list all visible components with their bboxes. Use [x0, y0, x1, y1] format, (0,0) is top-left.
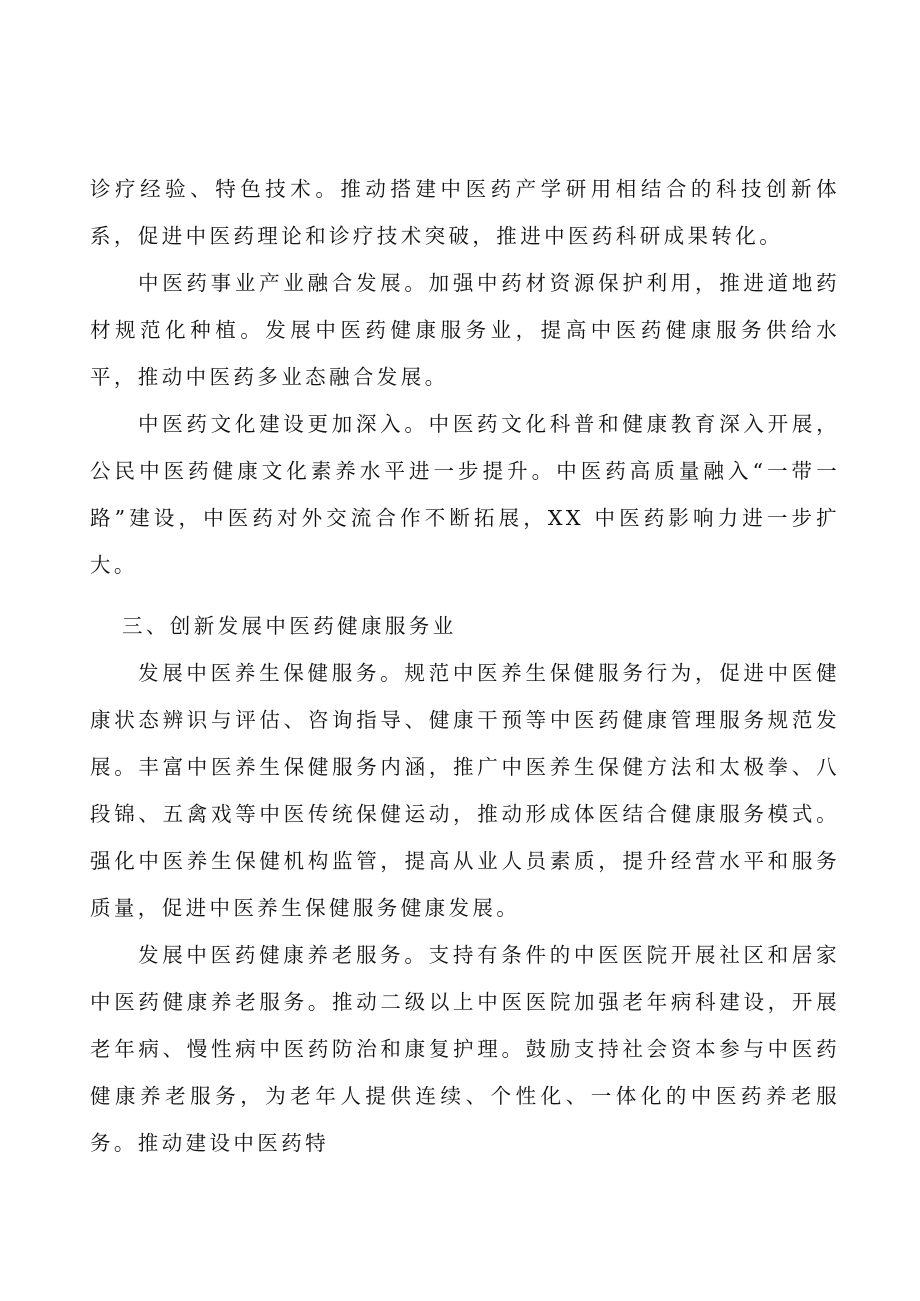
paragraph-health-preservation: 发展中医养生保健服务。规范中医养生保健服务行为，促进中医健康状态辨识与评估、咨询指导、健康干预等中医药健康管理服务规范发展。丰富中医养生保健服务内涵，推广中医养生保健方法和太极拳、八段锦、五禽戏等中医传统保健运动，推动形成体医结合健康服务模式。强化中医养生保健机构监管，提高从业人员素质，提升经营水平和服务质量，促进中医养生保健服务健康发展。 [90, 661, 840, 920]
document-body [90, 166, 840, 1167]
paragraph-elderly-care: 发展中医药健康养老服务。支持有条件的中医医院开展社区和居家中医药健康养老服务。推动二级以上中医医院加强老年病科建设，开展老年病、慢性病中医药防治和康复护理。鼓励支持社会资本参与中医药健康养老服务，为老年人提供连续、个性化、一体化的中医药养老服务。推动建设中医药特 [90, 943, 840, 1155]
paragraph-culture-construction: 中医药文化建设更加深入。中医药文化科普和健康教育深入开展，公民中医药健康文化素养水平进一步提升。中医药高质量融入“一带一路”建设，中医药对外交流合作不断拓展，XX 中医药影响力进一步扩大。 [90, 412, 840, 577]
paragraph-industry-integration: 中医药事业产业融合发展。加强中药材资源保护利用，推进道地药材规范化种植。发展中医药健康服务业，提高中医药健康服务供给水平，推动中医药多业态融合发展。 [90, 271, 840, 389]
section-heading: 三、创新发展中医药健康服务业 [122, 614, 457, 638]
paragraph-continuation: 诊疗经验、特色技术。推动搭建中医药产学研用相结合的科技创新体系，促进中医药理论和诊疗技术突破，推进中医药科研成果转化。 [90, 177, 840, 248]
